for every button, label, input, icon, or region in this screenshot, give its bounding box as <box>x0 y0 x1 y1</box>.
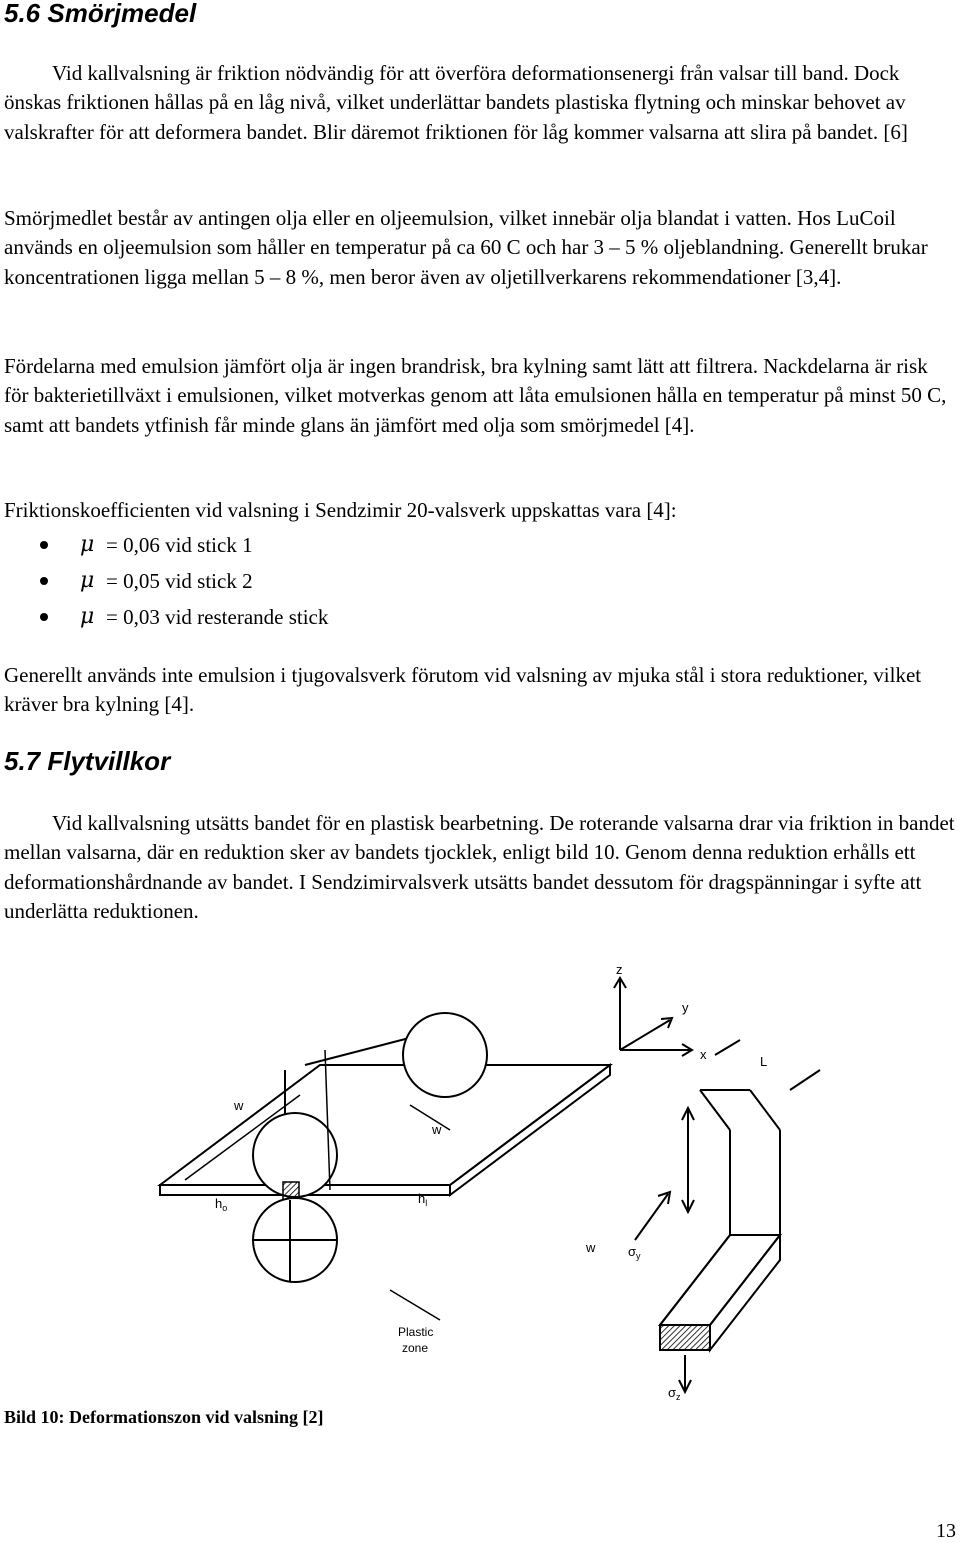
paragraph-emulsion-usage: Generellt används inte emulsion i tjugovalsverk förutom vid valsning av mjuka stål i stora reduktioner, vilket kräver bra kylning [4]. <box>4 663 922 717</box>
axis-label-y: y <box>682 1000 689 1015</box>
list-item-text: = 0,06 vid stick 1 <box>106 533 253 557</box>
sheet-strip <box>160 1065 610 1195</box>
plastic-zone-hatch <box>660 1325 710 1350</box>
mu-symbol: μ <box>80 604 95 629</box>
bullet-icon <box>40 613 48 621</box>
list-item <box>0 599 600 635</box>
thickness-label-h1: $h_l$ <box>418 1191 428 1208</box>
stress-label-sigma-z: $\sigma_z$ <box>668 1385 681 1400</box>
axis-label-x: x <box>700 1047 707 1062</box>
upper-roll <box>253 1013 487 1197</box>
list-item-text: = 0,05 vid stick 2 <box>106 569 253 593</box>
paragraph-lubricant-composition: Smörjmedlet består av antingen olja eller en oljeemulsion, vilket innebär olja blandat i vatten. Hos LuCoil används en oljeemulsion som håller en temperatur på ca 60 C och har 3 – 5 % oljeblandning. Generellt brukar koncentrationen ligga mellan 5 – 8 %, men beror även av oljetillverkarens rekommendationer [3,4]. <box>4 206 928 289</box>
paragraph-plastic-deformation: Vid kallvalsning utsätts bandet för en plastisk bearbetning. De roterande valsarna drar via friktion in bandet mellan valsarna, där en reduktion sker av bandets tjocklek, enligt bild 10. Genom denna reduktion erhålls ett deformationshårdnande av bandet. I Sendzimirvalsverk utsätts bandet dessutom för dragspänningar i syfte att underlätta reduktionen. <box>4 811 955 924</box>
bullet-icon <box>40 577 48 585</box>
axis-label-z: z <box>616 962 623 977</box>
thickness-label-h0: $h_o$ <box>215 1196 228 1213</box>
length-label-L: L <box>760 1054 768 1069</box>
plastic-zone-label: Plastic <box>398 1325 434 1339</box>
plastic-zone-label: zone <box>402 1341 429 1355</box>
list-item <box>0 563 600 599</box>
width-label-w: w <box>432 1122 442 1137</box>
page-number: 13 <box>936 1520 956 1542</box>
paragraph-emulsion-pros-cons: Fördelarna med emulsion jämfört olja är ingen brandrisk, bra kylning samt lätt att filtrera. Nackdelarna är risk för bakterietillväxt i emulsionen, vilket motverkas genom att låta emulsionen hålla en temperatur på minst 50 C, samt att bandets ytfinish får minde glans än jämfört med olja som smörjmedel [4]. <box>4 354 947 437</box>
strip-element <box>660 1090 780 1350</box>
lower-roll <box>253 1198 337 1282</box>
paragraph-friction-intro: Vid kallvalsning är friktion nödvändig för att överföra deformationsenergi från valsar till band. Dock önskas friktionen hållas på en låg nivå, vilket underlättar bandets plastiska flytning och minskar behovet av valskrafter för att deformera bandet. Blir däremot friktionen för låg kommer valsarna att slira på bandet. [6] <box>4 61 908 144</box>
bullet-icon <box>40 541 48 549</box>
section-heading-flytvillkor: 5.7 Flytvillkor <box>4 746 171 776</box>
figure-caption: Bild 10: Deformationszon vid valsning [2] <box>4 1407 324 1427</box>
width-label-w: w <box>586 1240 596 1255</box>
coordinate-axes <box>614 978 692 1056</box>
rolling-deformation-figure <box>140 960 960 1400</box>
friction-coefficient-list <box>0 527 600 635</box>
paragraph-friction-coefficient: Friktionskoefficienten vid valsning i Sendzimir 20-valsverk uppskattas vara [4]: <box>4 498 677 522</box>
mu-symbol: μ <box>80 568 95 593</box>
mu-symbol: μ <box>80 532 95 557</box>
width-label-w: w <box>234 1098 244 1113</box>
stress-label-sigma-y: $\sigma_y$ <box>628 1244 641 1261</box>
list-item-text: = 0,03 vid resterande stick <box>106 605 329 629</box>
section-heading-smorjmedel: 5.6 Smörjmedel <box>4 0 197 28</box>
list-item <box>0 527 600 563</box>
